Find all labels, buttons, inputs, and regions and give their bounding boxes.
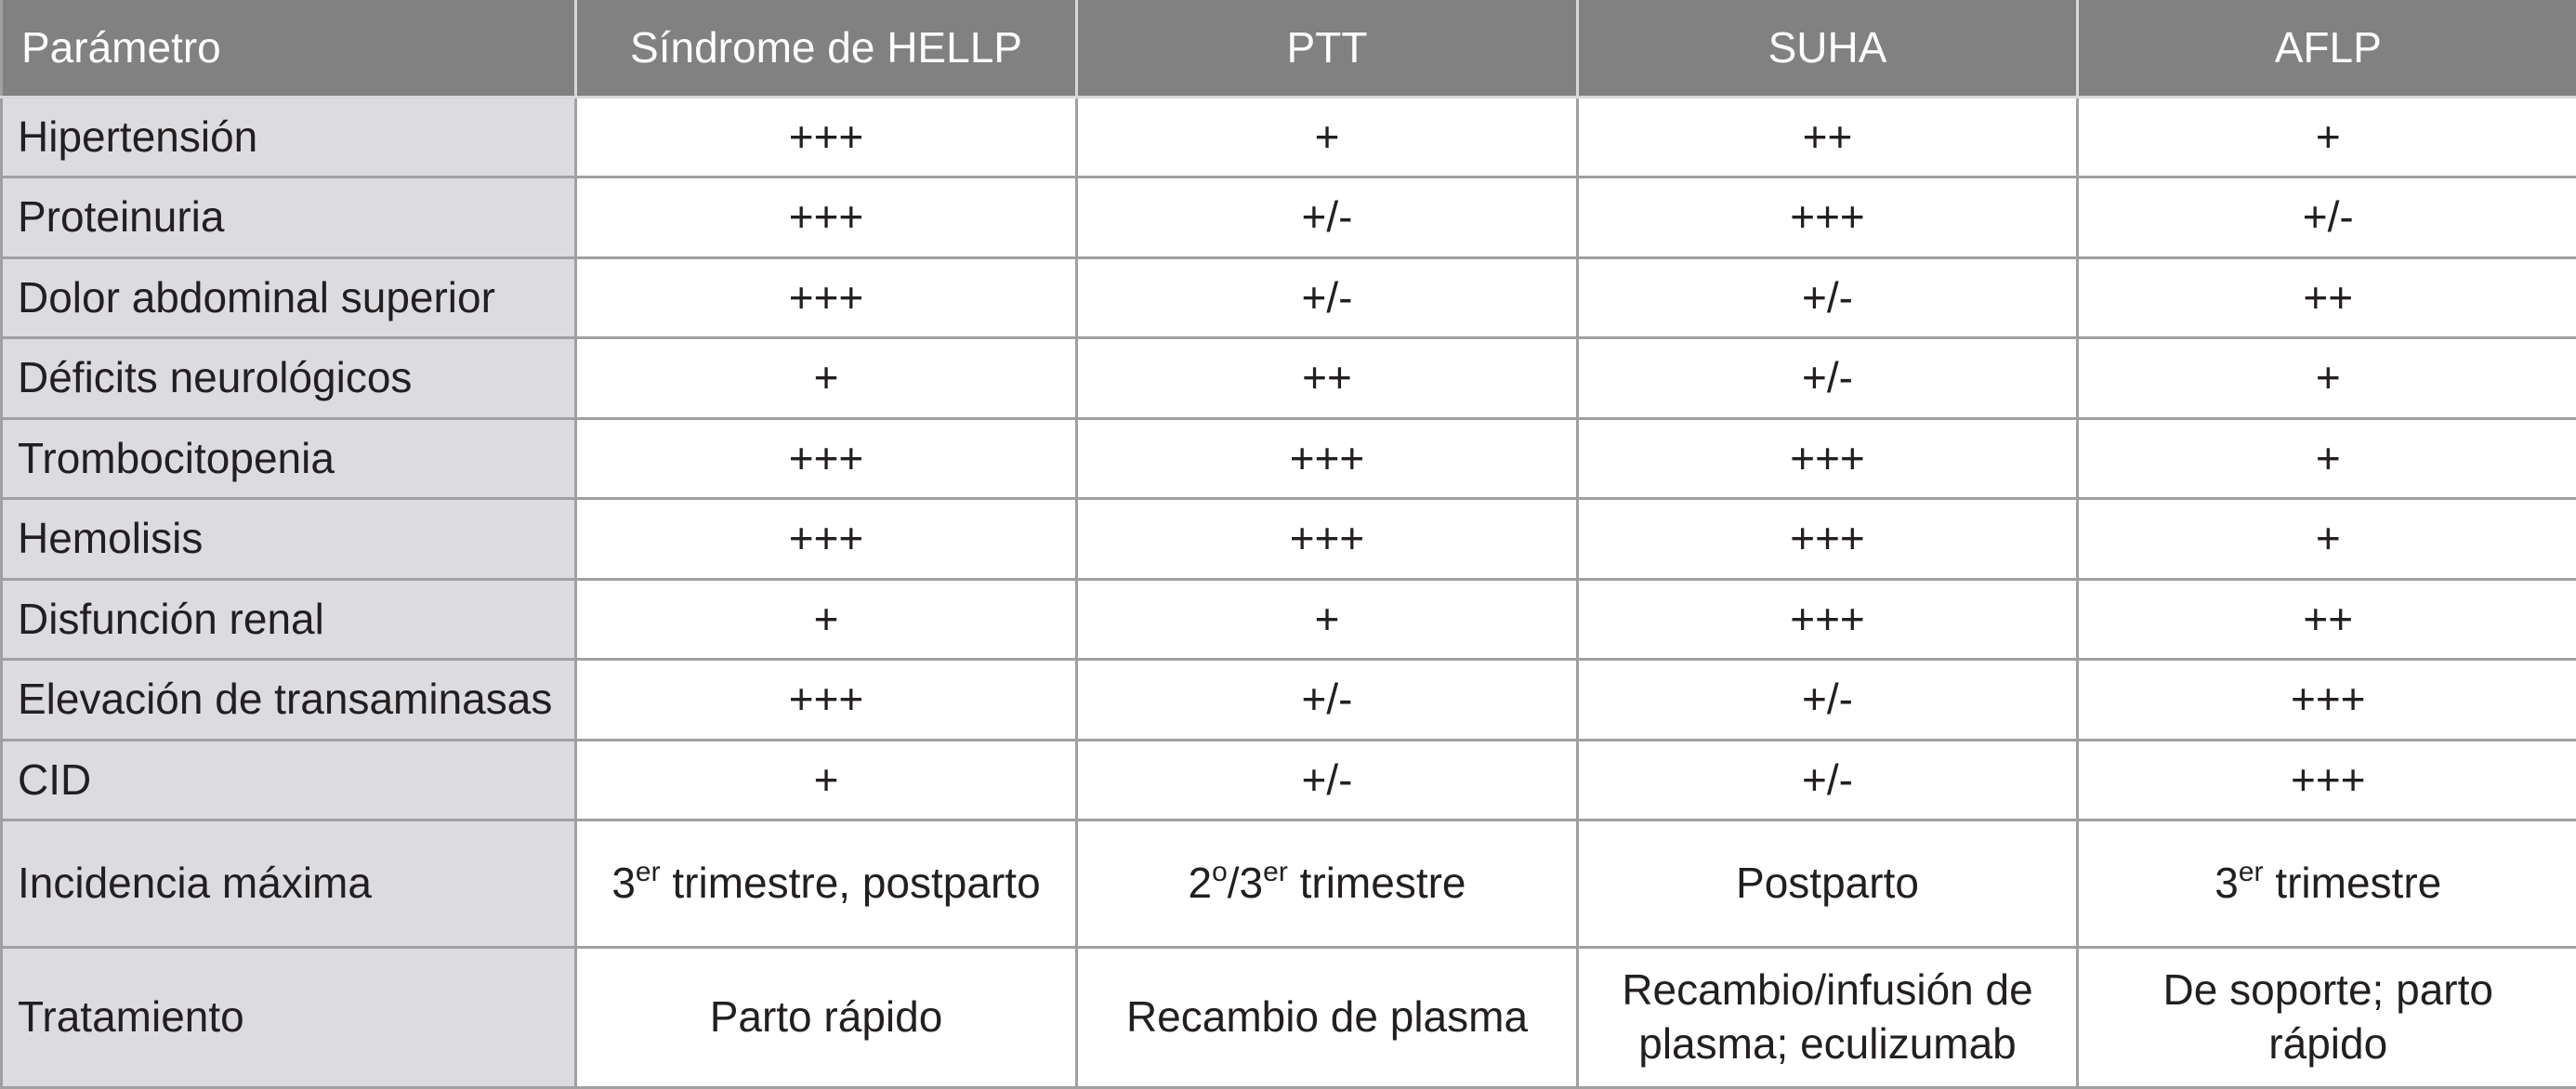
cell-ptt: +	[1077, 579, 1578, 660]
cell-aflp: ++	[2078, 257, 2576, 338]
table-row	[2, 338, 2576, 419]
cell-hellp: +++	[576, 257, 1077, 338]
ordinal-number: /3	[1227, 859, 1264, 908]
row-label: Hipertensión	[2, 97, 576, 177]
cell-hellp: +++	[576, 177, 1077, 258]
cell-aflp: +++	[2078, 660, 2576, 741]
table-row	[2, 257, 2576, 338]
cell-suha: +/-	[1578, 338, 2078, 419]
cell-ptt: +/-	[1077, 177, 1578, 258]
cell-hellp: +++	[576, 499, 1077, 580]
cell-suha	[1578, 947, 2078, 1087]
cell-ptt: +++	[1077, 418, 1578, 499]
cell-hellp	[576, 820, 1077, 948]
cell-ptt	[1077, 820, 1578, 948]
incidence-row	[2, 820, 2576, 948]
cell-suha: +++	[1578, 579, 2078, 660]
cell-hellp: +++	[576, 418, 1077, 499]
cell-hellp: +	[576, 579, 1077, 660]
table-body	[2, 97, 2576, 1088]
cell-ptt: +	[1077, 97, 1578, 177]
row-label: Incidencia máxima	[2, 820, 576, 948]
header-row	[2, 0, 2576, 97]
header-ptt: PTT	[1077, 0, 1578, 97]
cell-ptt: +++	[1077, 499, 1578, 580]
row-label: Elevación de transaminasas	[2, 660, 576, 741]
cell-suha: +++	[1578, 499, 2078, 580]
cell-ptt: +/-	[1077, 257, 1578, 338]
table-row	[2, 177, 2576, 258]
ordinal-number: 3	[611, 859, 636, 908]
treatment-line: De soporte; parto	[2162, 965, 2493, 1015]
treatment-row	[2, 947, 2576, 1087]
incidence-text: trimestre	[1287, 859, 1466, 908]
table-row	[2, 579, 2576, 660]
table-header	[2, 0, 2576, 97]
cell-hellp: +	[576, 338, 1077, 419]
cell-aflp: +	[2078, 97, 2576, 177]
table-row	[2, 97, 2576, 177]
cell-suha: +++	[1578, 177, 2078, 258]
ordinal-number: 3	[2215, 859, 2239, 908]
header-suha: SUHA	[1578, 0, 2078, 97]
cell-ptt: +/-	[1077, 740, 1578, 820]
header-parameter: Parámetro	[2, 0, 576, 97]
cell-aflp: +	[2078, 499, 2576, 580]
table-row	[2, 418, 2576, 499]
treatment-text	[2163, 964, 2493, 1070]
cell-aflp: +++	[2078, 740, 2576, 820]
table-row	[2, 499, 2576, 580]
cell-hellp: +	[576, 740, 1077, 820]
incidence-text: trimestre, postparto	[660, 859, 1041, 908]
row-label: Disfunción renal	[2, 579, 576, 660]
ordinal-number: 2	[1188, 859, 1213, 908]
cell-ptt: ++	[1077, 338, 1578, 419]
row-label: Trombocitopenia	[2, 418, 576, 499]
treatment-line: rápido	[2268, 1018, 2388, 1068]
cell-hellp: Parto rápido	[576, 947, 1077, 1087]
treatment-line: Recambio/infusión de	[1622, 965, 2033, 1015]
row-label: Proteinuria	[2, 177, 576, 258]
ordinal-suffix: er	[2238, 857, 2264, 888]
cell-aflp: +	[2078, 338, 2576, 419]
cell-aflp: ++	[2078, 579, 2576, 660]
cell-aflp	[2078, 947, 2576, 1087]
cell-suha: ++	[1578, 97, 2078, 177]
cell-hellp: +++	[576, 660, 1077, 741]
cell-suha: +/-	[1578, 660, 2078, 741]
treatment-text	[1622, 964, 2032, 1070]
header-hellp: Síndrome de HELLP	[576, 0, 1077, 97]
table-row	[2, 740, 2576, 820]
ordinal-suffix: er	[635, 857, 661, 888]
row-label: Déficits neurológicos	[2, 338, 576, 419]
cell-suha: +/-	[1578, 740, 2078, 820]
table-row	[2, 660, 2576, 741]
header-aflp: AFLP	[2078, 0, 2576, 97]
cell-suha: Postparto	[1578, 820, 2078, 948]
cell-ptt: +/-	[1077, 660, 1578, 741]
cell-hellp: +++	[576, 97, 1077, 177]
treatment-line: plasma; eculizumab	[1638, 1018, 2017, 1068]
incidence-text: trimestre	[2263, 859, 2442, 908]
row-label: CID	[2, 740, 576, 820]
cell-aflp: +/-	[2078, 177, 2576, 258]
cell-aflp: +	[2078, 418, 2576, 499]
ordinal-suffix: o	[1212, 857, 1228, 888]
cell-suha: +++	[1578, 418, 2078, 499]
cell-ptt: Recambio de plasma	[1077, 947, 1578, 1087]
cell-suha: +/-	[1578, 257, 2078, 338]
cell-aflp	[2078, 820, 2576, 948]
row-label: Hemolisis	[2, 499, 576, 580]
row-label: Tratamiento	[2, 947, 576, 1087]
row-label: Dolor abdominal superior	[2, 257, 576, 338]
ordinal-suffix: er	[1263, 857, 1288, 888]
